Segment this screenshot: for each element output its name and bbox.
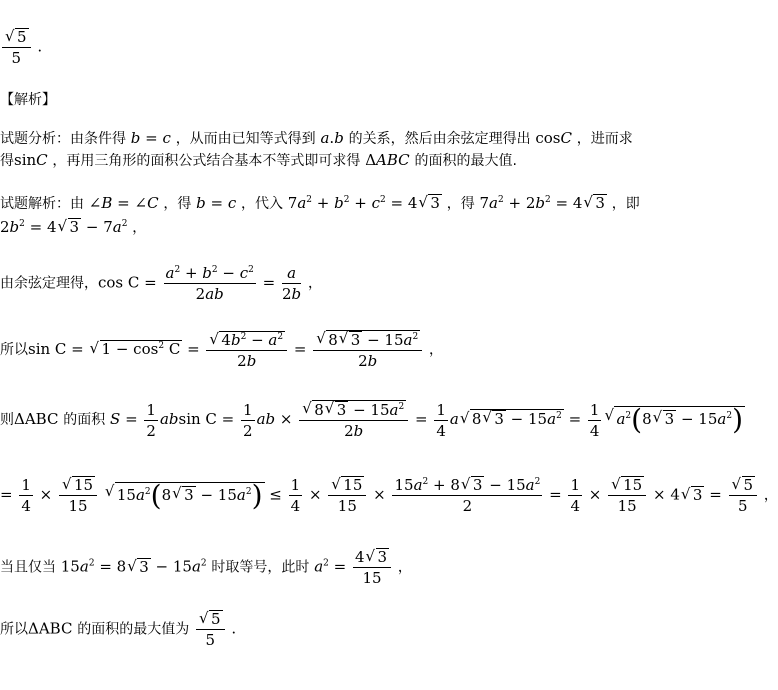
area-line: 则ΔABC 的面积 S = $\frac{1}{2}$ absin C = $\frac{1}{2}$ ab × √ $\frac{8√ 3 - 15a^2}{2b}$ = $\frac{1}{4}$ a√ 8√ $3 - 15a^2$ = $\frac{1}{4}$ √ $a^2(8√$ $3 - 15a^2$) [0, 400, 745, 440]
inequality-line: = $\frac{1}{4}$ × √ $\frac{15}{15}$ √ $15a^2(8√$ $3 - 15a^2$) ≤ $\frac{1}{4}$ × √ $\frac{15}{15}$ × $\frac{15a^2 + 8√ 3 - 15a^2}{2}$ = $\frac{1}{4}$ × √ $\frac{15}{15}$ × 4√ 3 = √ $\frac{5}{5}$ ， [0, 476, 778, 515]
final-line: 所以ΔABC 的面积的最大值为 √ $\frac{5}{5}$ . [0, 610, 236, 649]
solution-line-2: $2b^2 = 4√$ $3 - 7a^2$ ， [0, 217, 146, 238]
analysis-line-2: 得sinC ，再用三角形的面积公式结合基本不等式即可求得 ΔABC 的面积的最大值. [0, 151, 517, 169]
sine-line: 所以sin C = √ $1 - \cos^2 C$ = √ $\frac{4b^2 - a^2}{2b}$ = √ $\frac{8√ 3 - 15a^2}{2b}$ ， [0, 330, 443, 370]
section-title: 【解析】 [0, 92, 56, 108]
solution-line-1: 试题解析：由 ∠B = ∠C ，得 b = c ，代入 $7a^2 + b^2 + c^2 = 4√$ 3 ，得 $7a^2 + 2b^2 = 4√$ 3 ，即 [0, 193, 640, 214]
result-fraction: √ $\frac{5}{5}$ [2, 28, 31, 67]
analysis-line-1: 试题分析：由条件得 b = c ，从而由已知等式得到 a.b 的关系，然后由余弦定理得出 cosC ，进而求 [0, 129, 633, 147]
equality-line: 当且仅当 $15a^2 = 8√$ $3 - 15a^2$ 时取等号，此时 $a^2$ = $\frac{4√ 3}{15}$ ， [0, 548, 412, 587]
result-line: √ $\frac{5}{5}$ . [0, 28, 42, 67]
cosine-line: 由余弦定理得，cos C = $\frac{a^2 + b^2 - c^2}{2ab}$ = $\frac{a}{2b}$ ， [0, 264, 322, 303]
